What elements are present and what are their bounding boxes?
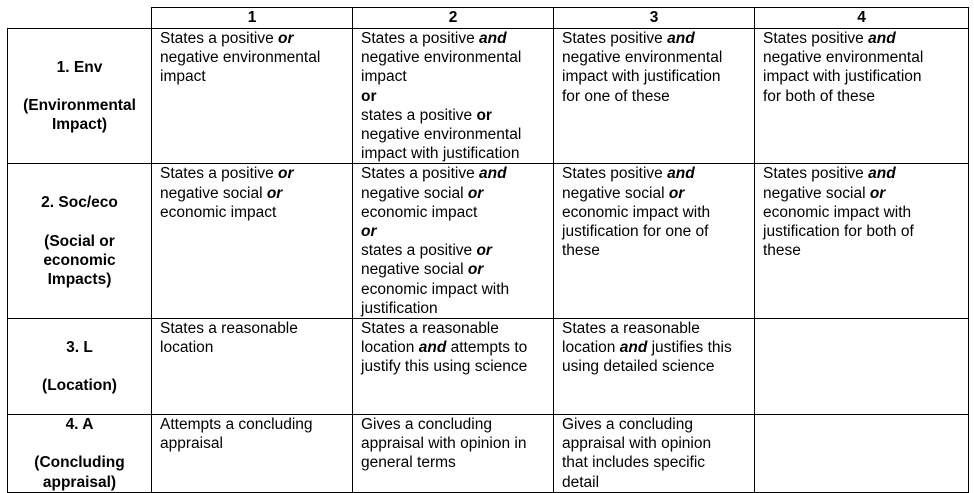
descriptor-line xyxy=(160,184,348,203)
criterion-row-env xyxy=(8,29,969,164)
level-header-row xyxy=(8,8,969,29)
emphasis-keyword: and xyxy=(868,30,896,47)
descriptor-line xyxy=(562,415,750,434)
descriptor-cell xyxy=(755,415,969,493)
descriptor-text: economic impact with xyxy=(763,203,912,221)
descriptor-text: States a reasonable xyxy=(562,320,700,338)
descriptor-line xyxy=(562,203,750,222)
level-header-1: 1 xyxy=(152,8,353,29)
descriptor-line xyxy=(361,184,549,203)
descriptor-line xyxy=(160,203,348,222)
descriptor-line xyxy=(763,29,964,48)
descriptor-line xyxy=(160,29,348,48)
descriptor-text: location xyxy=(361,339,419,357)
emphasis-keyword: or xyxy=(467,261,484,279)
descriptor-text: States positive xyxy=(763,165,869,183)
criterion-code: 3. L xyxy=(66,338,93,356)
descriptor-cell xyxy=(554,319,755,415)
descriptor-text: States a positive xyxy=(361,30,480,47)
descriptor-line xyxy=(763,164,964,183)
descriptor-text: justification for one of xyxy=(562,223,709,241)
emphasis-keyword: or xyxy=(869,184,886,202)
emphasis-keyword: and xyxy=(868,165,896,183)
criterion-full-name: (Concluding appraisal) xyxy=(34,454,125,491)
level-header-2: 2 xyxy=(353,8,554,29)
descriptor-line xyxy=(562,434,750,453)
descriptor-cell xyxy=(353,29,554,164)
descriptor-line xyxy=(562,48,750,67)
descriptor-line xyxy=(361,299,549,318)
level-header-4: 4 xyxy=(755,8,969,29)
descriptor-line xyxy=(763,48,964,67)
descriptor-cell xyxy=(755,164,969,319)
descriptor-line xyxy=(361,87,549,106)
descriptor-line xyxy=(562,241,750,260)
criterion-full-name: (Social or economic Impacts) xyxy=(43,232,116,288)
descriptor-text: impact with justification xyxy=(562,68,721,86)
descriptor-text: Gives a concluding xyxy=(361,416,492,434)
emphasis-keyword: or xyxy=(476,106,492,124)
descriptor-line xyxy=(562,67,750,86)
descriptor-line xyxy=(361,357,549,376)
descriptor-cell xyxy=(152,29,353,164)
descriptor-text: states a positive xyxy=(361,106,477,124)
descriptor-line xyxy=(160,434,348,453)
descriptor-cell xyxy=(554,29,755,164)
descriptor-text: States a positive xyxy=(160,30,279,47)
emphasis-keyword: or xyxy=(266,184,283,202)
descriptor-text: economic impact with xyxy=(562,203,711,221)
descriptor-cell xyxy=(554,415,755,493)
descriptor-text: justify this using science xyxy=(361,358,528,376)
descriptor-line xyxy=(562,357,750,376)
descriptor-line xyxy=(160,415,348,434)
criterion-full-name: (Location) xyxy=(42,377,117,395)
descriptor-line xyxy=(361,453,549,472)
criterion-label-appraisal xyxy=(8,415,152,493)
descriptor-line xyxy=(562,184,750,203)
criterion-code: 2. Soc/eco xyxy=(41,194,118,212)
descriptor-line xyxy=(562,29,750,48)
descriptor-text: appraisal xyxy=(160,435,223,453)
descriptor-line xyxy=(763,203,964,222)
descriptor-line xyxy=(160,48,348,67)
descriptor-text: for both of these xyxy=(763,87,876,105)
descriptor-line xyxy=(361,106,549,125)
descriptor-text: negative social xyxy=(361,184,468,202)
descriptor-line xyxy=(361,125,549,144)
emphasis-keyword: or xyxy=(278,165,294,183)
descriptor-text: States a reasonable xyxy=(160,320,298,338)
descriptor-text: negative environmental xyxy=(763,49,924,67)
descriptor-line xyxy=(361,203,549,222)
criterion-code: 1. Env xyxy=(56,58,103,76)
descriptor-text: impact with justification xyxy=(361,145,520,163)
descriptor-text: negative environmental xyxy=(361,49,522,67)
descriptor-text: negative environmental xyxy=(160,49,321,67)
descriptor-text: negative environmental xyxy=(562,49,723,67)
descriptor-text: States positive xyxy=(763,30,869,47)
descriptor-line xyxy=(763,87,964,106)
criterion-label-soc-eco xyxy=(8,164,152,319)
descriptor-line xyxy=(562,473,750,492)
descriptor-line xyxy=(160,164,348,183)
descriptor-cell xyxy=(152,415,353,493)
descriptor-line xyxy=(361,144,549,163)
criterion-row-soc-eco xyxy=(8,164,969,319)
descriptor-line xyxy=(361,241,549,260)
descriptor-text: appraisal with opinion xyxy=(562,435,712,453)
descriptor-line xyxy=(160,338,348,357)
descriptor-line xyxy=(763,184,964,203)
level-header-3: 3 xyxy=(554,8,755,29)
emphasis-keyword: or xyxy=(668,184,685,202)
descriptor-cell xyxy=(152,164,353,319)
descriptor-line xyxy=(763,222,964,241)
descriptor-line xyxy=(160,67,348,86)
emphasis-keyword: and xyxy=(619,339,648,357)
descriptor-text: these xyxy=(763,242,801,260)
descriptor-text: justification xyxy=(361,299,438,317)
descriptor-cell xyxy=(755,29,969,164)
criterion-row-appraisal xyxy=(8,415,969,493)
descriptor-line xyxy=(361,280,549,299)
descriptor-cell xyxy=(152,319,353,415)
descriptor-text: impact xyxy=(361,68,407,86)
descriptor-text: Attempts a concluding xyxy=(160,416,313,434)
criterion-code: 4. A xyxy=(65,416,94,434)
descriptor-cell xyxy=(353,415,554,493)
descriptor-text: negative social xyxy=(562,184,669,202)
descriptor-line xyxy=(361,164,549,183)
emphasis-keyword: or xyxy=(278,30,294,47)
descriptor-text: Gives a concluding xyxy=(562,416,693,434)
descriptor-text: detail xyxy=(562,473,600,491)
descriptor-line xyxy=(562,338,750,357)
descriptor-line xyxy=(562,222,750,241)
descriptor-text: negative social xyxy=(361,261,468,279)
descriptor-line xyxy=(562,164,750,183)
emphasis-keyword: or xyxy=(476,242,492,260)
descriptor-text: States positive xyxy=(562,30,668,47)
descriptor-text: location xyxy=(160,339,214,357)
descriptor-line xyxy=(562,87,750,106)
corner-cell xyxy=(8,8,152,29)
emphasis-keyword: or xyxy=(467,184,484,202)
descriptor-line xyxy=(763,241,964,260)
descriptor-text: justification for both of xyxy=(763,223,914,241)
descriptor-line xyxy=(361,338,549,357)
descriptor-text: States a reasonable xyxy=(361,320,499,338)
descriptor-text: impact with justification xyxy=(763,68,922,86)
descriptor-line xyxy=(160,319,348,338)
emphasis-keyword: or xyxy=(361,87,377,105)
emphasis-keyword: and xyxy=(418,339,447,357)
descriptor-text: impact xyxy=(160,68,206,86)
descriptor-cell xyxy=(554,164,755,319)
marking-rubric-table xyxy=(7,7,969,493)
emphasis-keyword: and xyxy=(479,165,507,183)
emphasis-keyword: and xyxy=(667,30,695,47)
descriptor-text: States a positive xyxy=(160,165,279,183)
descriptor-line xyxy=(361,260,549,279)
descriptor-text: location xyxy=(562,339,620,357)
criterion-label-location xyxy=(8,319,152,415)
descriptor-line xyxy=(361,29,549,48)
descriptor-text: States a positive xyxy=(361,165,480,183)
descriptor-text: negative environmental xyxy=(361,126,522,144)
descriptor-text: negative social xyxy=(763,184,870,202)
descriptor-text: appraisal with opinion in xyxy=(361,435,527,453)
descriptor-text: attempts to xyxy=(446,339,528,357)
descriptor-line xyxy=(361,222,549,241)
descriptor-line xyxy=(562,319,750,338)
descriptor-cell xyxy=(755,319,969,415)
descriptor-text: negative social xyxy=(160,184,267,202)
descriptor-line xyxy=(562,453,750,472)
descriptor-line xyxy=(361,415,549,434)
descriptor-text: general terms xyxy=(361,454,456,472)
emphasis-keyword: and xyxy=(479,30,507,47)
descriptor-text: using detailed science xyxy=(562,358,715,376)
descriptor-text: States positive xyxy=(562,165,668,183)
descriptor-line xyxy=(361,434,549,453)
descriptor-line xyxy=(361,67,549,86)
emphasis-keyword: and xyxy=(667,165,695,183)
descriptor-text: for one of these xyxy=(562,87,670,105)
descriptor-text: justifies this xyxy=(647,339,732,357)
criterion-label-env xyxy=(8,29,152,164)
emphasis-keyword: or xyxy=(361,223,377,241)
criterion-row-location xyxy=(8,319,969,415)
descriptor-text: these xyxy=(562,242,600,260)
descriptor-line xyxy=(361,319,549,338)
criterion-full-name: (Environmental Impact) xyxy=(23,97,136,134)
descriptor-line xyxy=(361,48,549,67)
descriptor-text: states a positive xyxy=(361,242,477,260)
descriptor-cell xyxy=(353,319,554,415)
descriptor-text: economic impact xyxy=(160,203,277,221)
descriptor-line xyxy=(763,67,964,86)
descriptor-text: that includes specific xyxy=(562,454,706,472)
descriptor-text: economic impact with xyxy=(361,280,510,298)
descriptor-text: economic impact xyxy=(361,203,478,221)
descriptor-cell xyxy=(353,164,554,319)
